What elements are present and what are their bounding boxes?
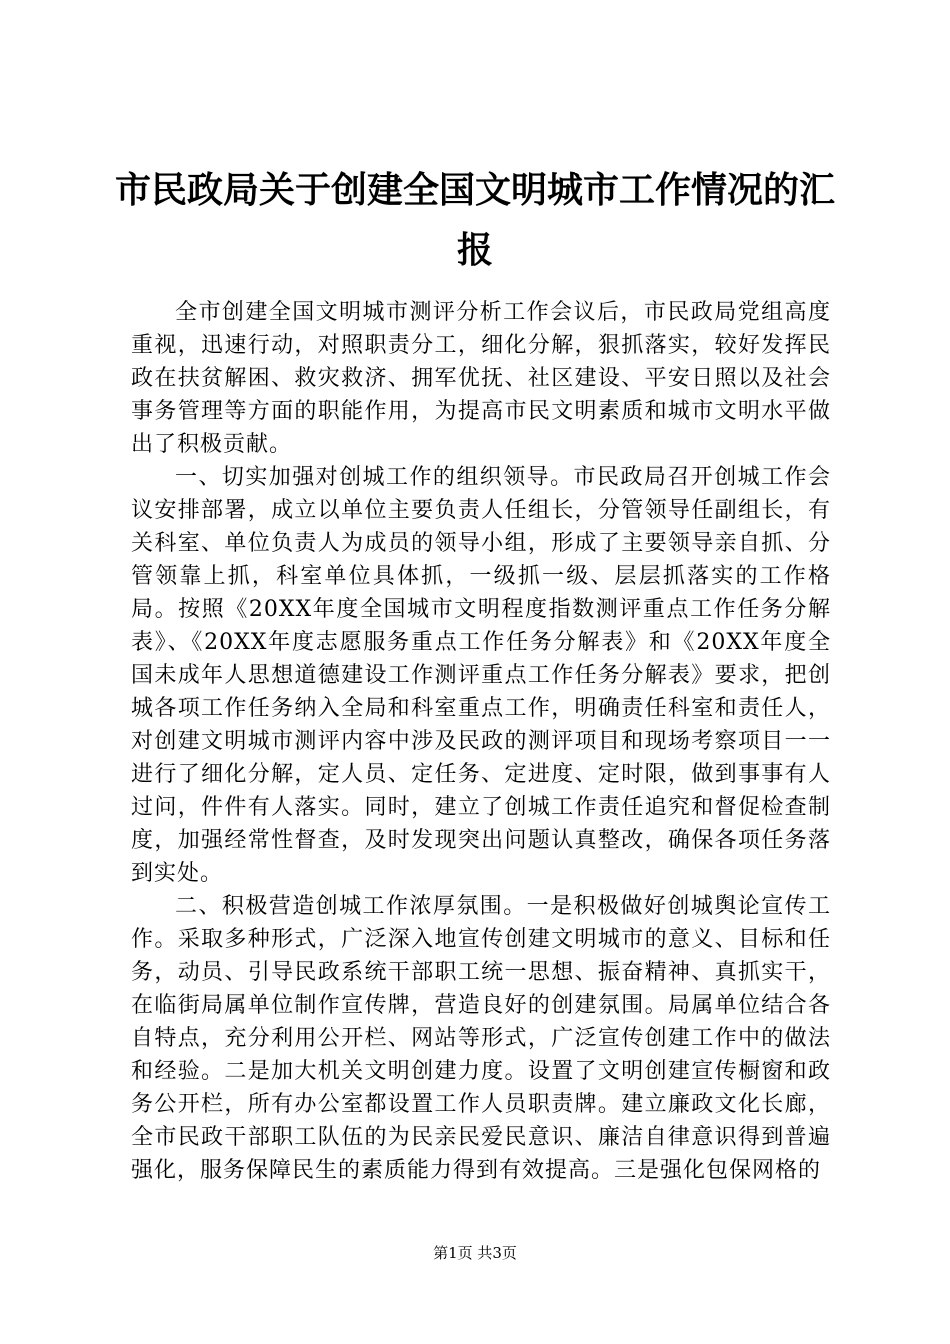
paragraph-section-2: 二、积极营造创城工作浓厚氛围。一是积极做好创城舆论宣传工作。采取多种形式，广泛深入地宣传创建文明城市的意义、目标和任务，动员、引导民政系统干部职工统一思想、振奋精神、真抓实干，在临街局属单位制作宣传牌，营造良好的创建氛围。局属单位结合各自特点，充分利用公开栏、网站等形式，广泛宣传创建工作中的做法和经验。二是加大机关文明创建力度。设置了文明创建宣传橱窗和政务公开栏，所有办公室都设置工作人员职责牌。建立廉政文化长廊，全市民政干部职工队伍的为民亲民爱民意识、廉洁自律意识得到普遍强化，服务保障民生的素质能力得到有效提高。三是强化包保网格的 [131,894,831,1183]
page-number-footer: 第1页 共3页 [433,1244,517,1262]
document-title: 市民政局关于创建全国文明城市工作情况的汇报 [114,169,835,271]
paragraph-section-1: 一、切实加强对创城工作的组织领导。市民政局召开创城工作会议安排部署，成立以单位主要负责人任组长，分管领导任副组长，有关科室、单位负责人为成员的领导小组，形成了主要领导亲自抓、分管领靠上抓，科室单位具体抓，一级抓一级、层层抓落实的工作格局。按照《20XX年度全国城市文明程度指数测评重点工作任务分解表》、《20XX年度志愿服务重点工作任务分解表》和《20XX年度全国未成年人思想道德建设工作测评重点工作任务分解表》要求，把创城各项工作任务纳入全局和科室重点工作，明确责任科室和责任人，对创建文明城市测评内容中涉及民政的测评项目和现场考察项目一一进行了细化分解，定人员、定任务、定进度、定时限，做到事事有人过问，件件有人落实。同时，建立了创城工作责任追究和督促检查制度，加强经常性督查，及时发现突出问题认真整改，确保各项任务落到实处。 [131,465,831,886]
paragraph-intro: 全市创建全国文明城市测评分析工作会议后，市民政局党组高度重视，迅速行动，对照职责分工，细化分解，狠抓落实，较好发挥民政在扶贫解困、救灾救济、拥军优抚、社区建设、平安日照以及社会事务管理等方面的职能作用，为提高市民文明素质和城市文明水平做出了积极贡献。 [131,300,831,457]
document-body [131,296,831,1187]
